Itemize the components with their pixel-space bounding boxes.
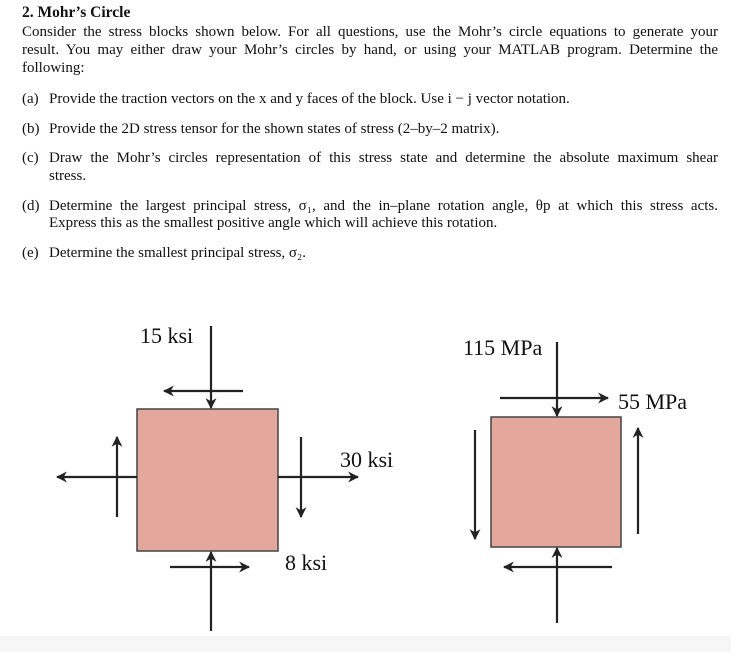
intro-line: result. You may either draw your Mohr’s circles by hand, or using your MATLAB program. Determine the: [22, 42, 718, 58]
left-stress-block: [57, 326, 358, 631]
left-block: [137, 409, 278, 551]
intro-line: following:: [22, 60, 85, 76]
part-a-label: (a): [22, 91, 39, 107]
right-top-label: 115 MPa: [463, 335, 543, 360]
part-b-text: Provide the 2D stress tensor for the shown states of stress (2–by–2 matrix).: [49, 121, 500, 137]
part-c-label: (c): [22, 150, 39, 166]
left-bottom-label: 8 ksi: [285, 550, 328, 575]
part-a-text: Provide the traction vectors on the x and y faces of the block. Use i − j vector notation.: [49, 91, 570, 107]
right-shear-label: 55 MPa: [618, 389, 688, 414]
part-c-text: stress.: [49, 168, 87, 184]
part-e-text: Determine the smallest principal stress, σ₂.: [49, 245, 306, 261]
part-d-text: Express this as the smallest positive angle which will achieve this rotation.: [49, 215, 498, 231]
right-block: [491, 417, 621, 547]
right-stress-block: [475, 342, 638, 623]
part-d-label: (d): [22, 198, 40, 214]
part-c-text: Draw the Mohr’s circles representation of this stress state and determine the absolute maximum shear: [49, 150, 718, 166]
left-top-label: 15 ksi: [140, 323, 194, 348]
part-d-text: Determine the largest principal stress, σ₁, and the in–plane rotation angle, θp at which this stress acts.: [49, 198, 718, 214]
intro-line: Consider the stress blocks shown below. For all questions, use the Mohr’s circle equations to generate your: [22, 24, 718, 40]
problem-title: 2. Mohr’s Circle: [22, 4, 131, 21]
left-right-label: 30 ksi: [340, 447, 394, 472]
part-e-label: (e): [22, 245, 39, 261]
part-b-label: (b): [22, 121, 40, 137]
